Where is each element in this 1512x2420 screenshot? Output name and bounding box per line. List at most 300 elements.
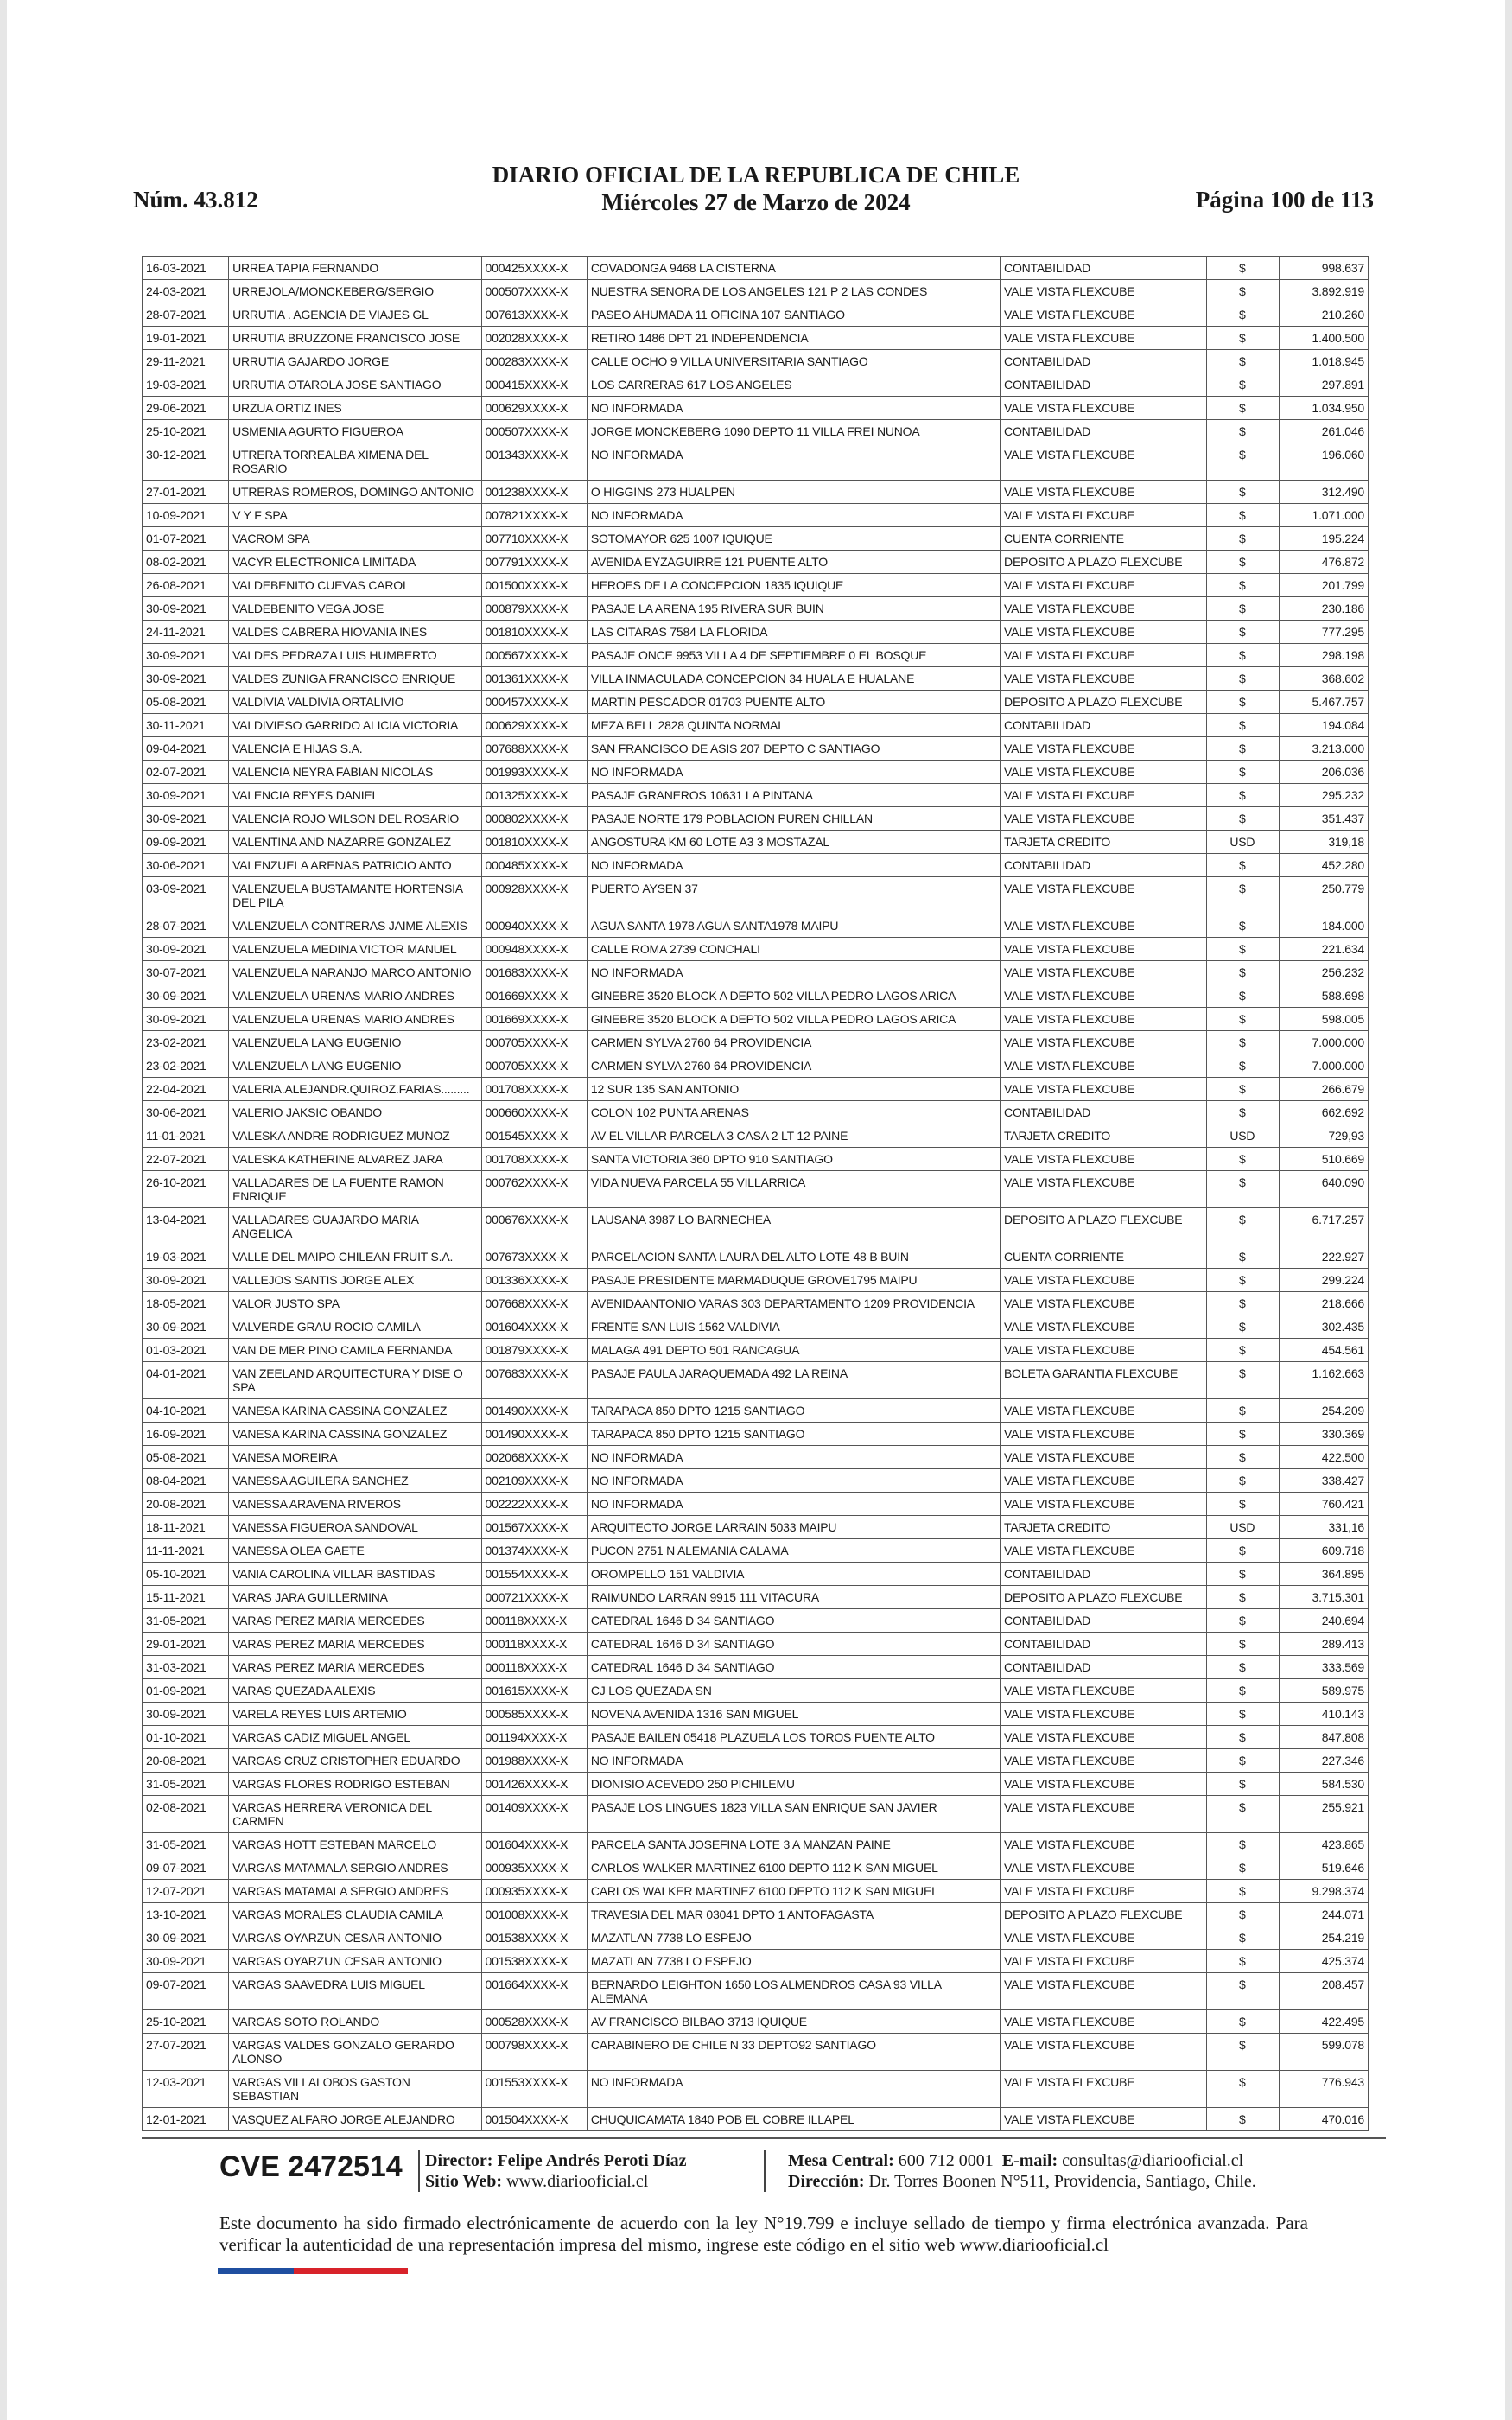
table-row: [143, 1124, 1369, 1148]
name-cell: VALENZUELA URENAS MARIO ANDRES: [229, 1008, 481, 1031]
address-cell: PUERTO AYSEN 37: [587, 877, 1000, 914]
amount-cell: 423.865: [1279, 1833, 1368, 1856]
flag-stripe: [218, 2268, 408, 2274]
web-label: Sitio Web:: [425, 2172, 503, 2191]
table-row: [143, 1539, 1369, 1563]
name-cell: VALLEJOS SANTIS JORGE ALEX: [229, 1269, 481, 1292]
name-cell: VARGAS MATAMALA SERGIO ANDRES: [229, 1856, 481, 1880]
product-cell: VALE VISTA FLEXCUBE: [1001, 1950, 1207, 1973]
name-cell: VALESKA KATHERINE ALVAREZ JARA: [229, 1148, 481, 1171]
id-cell: 000528XXXX-X: [481, 2010, 587, 2034]
amount-cell: 6.717.257: [1279, 1208, 1368, 1245]
date-cell: 18-11-2021: [143, 1516, 229, 1539]
address-cell: PASAJE LA ARENA 195 RIVERA SUR BUIN: [587, 597, 1000, 621]
product-cell: VALE VISTA FLEXCUBE: [1001, 2034, 1207, 2071]
id-cell: 001490XXXX-X: [481, 1399, 587, 1423]
name-cell: VARAS PEREZ MARIA MERCEDES: [229, 1633, 481, 1656]
product-cell: VALE VISTA FLEXCUBE: [1001, 784, 1207, 807]
name-cell: VARGAS SOTO ROLANDO: [229, 2010, 481, 2034]
product-cell: VALE VISTA FLEXCUBE: [1001, 1292, 1207, 1315]
address-label: Dirección:: [788, 2172, 865, 2191]
product-cell: VALE VISTA FLEXCUBE: [1001, 327, 1207, 350]
currency-cell: $: [1207, 1563, 1279, 1586]
currency-cell: $: [1207, 1493, 1279, 1516]
table-row: [143, 280, 1369, 303]
amount-cell: 254.209: [1279, 1399, 1368, 1423]
amount-cell: 729,93: [1279, 1124, 1368, 1148]
address-cell: MEZA BELL 2828 QUINTA NORMAL: [587, 714, 1000, 737]
amount-cell: 454.561: [1279, 1339, 1368, 1362]
id-cell: 001545XXXX-X: [481, 1124, 587, 1148]
address-cell: AVENIDA EYZAGUIRRE 121 PUENTE ALTO: [587, 551, 1000, 574]
product-cell: VALE VISTA FLEXCUBE: [1001, 1539, 1207, 1563]
currency-cell: $: [1207, 443, 1279, 481]
product-cell: CONTABILIDAD: [1001, 1609, 1207, 1633]
address-cell: VIDA NUEVA PARCELA 55 VILLARRICA: [587, 1171, 1000, 1208]
product-cell: CONTABILIDAD: [1001, 1656, 1207, 1679]
product-cell: VALE VISTA FLEXCUBE: [1001, 1880, 1207, 1903]
currency-cell: $: [1207, 1856, 1279, 1880]
id-cell: 000879XXXX-X: [481, 597, 587, 621]
product-cell: VALE VISTA FLEXCUBE: [1001, 597, 1207, 621]
currency-cell: USD: [1207, 831, 1279, 854]
amount-cell: 351.437: [1279, 807, 1368, 831]
id-cell: 000705XXXX-X: [481, 1031, 587, 1054]
table-row: [143, 1973, 1369, 2010]
id-cell: 000118XXXX-X: [481, 1633, 587, 1656]
table-row: [143, 938, 1369, 961]
date-cell: 31-05-2021: [143, 1833, 229, 1856]
id-cell: 001669XXXX-X: [481, 984, 587, 1008]
product-cell: DEPOSITO A PLAZO FLEXCUBE: [1001, 1586, 1207, 1609]
currency-cell: $: [1207, 854, 1279, 877]
amount-cell: 3.213.000: [1279, 737, 1368, 761]
amount-cell: 422.500: [1279, 1446, 1368, 1469]
name-cell: VARGAS SAAVEDRA LUIS MIGUEL: [229, 1973, 481, 2010]
table-row: [143, 807, 1369, 831]
product-cell: DEPOSITO A PLAZO FLEXCUBE: [1001, 1903, 1207, 1926]
currency-cell: $: [1207, 914, 1279, 938]
currency-cell: $: [1207, 597, 1279, 621]
address-cell: NOVENA AVENIDA 1316 SAN MIGUEL: [587, 1703, 1000, 1726]
table-row: [143, 303, 1369, 327]
date-cell: 29-11-2021: [143, 350, 229, 373]
id-cell: 001426XXXX-X: [481, 1773, 587, 1796]
id-cell: 001538XXXX-X: [481, 1950, 587, 1973]
product-cell: VALE VISTA FLEXCUBE: [1001, 397, 1207, 420]
amount-cell: 261.046: [1279, 420, 1368, 443]
table-row: [143, 1880, 1369, 1903]
amount-cell: 330.369: [1279, 1423, 1368, 1446]
address-cell: OROMPELLO 151 VALDIVIA: [587, 1563, 1000, 1586]
date-cell: 30-09-2021: [143, 984, 229, 1008]
product-cell: CONTABILIDAD: [1001, 257, 1207, 280]
product-cell: VALE VISTA FLEXCUBE: [1001, 2071, 1207, 2108]
address-cell: TARAPACA 850 DPTO 1215 SANTIAGO: [587, 1399, 1000, 1423]
table-row: [143, 257, 1369, 280]
amount-cell: 9.298.374: [1279, 1880, 1368, 1903]
product-cell: VALE VISTA FLEXCUBE: [1001, 1008, 1207, 1031]
product-cell: VALE VISTA FLEXCUBE: [1001, 1054, 1207, 1078]
amount-cell: 1.018.945: [1279, 350, 1368, 373]
name-cell: VARGAS MORALES CLAUDIA CAMILA: [229, 1903, 481, 1926]
currency-cell: $: [1207, 1245, 1279, 1269]
name-cell: VANESSA OLEA GAETE: [229, 1539, 481, 1563]
amount-cell: 662.692: [1279, 1101, 1368, 1124]
product-cell: VALE VISTA FLEXCUBE: [1001, 1679, 1207, 1703]
table-row: [143, 1903, 1369, 1926]
name-cell: VANESA KARINA CASSINA GONZALEZ: [229, 1423, 481, 1446]
table-row: [143, 373, 1369, 397]
currency-cell: USD: [1207, 1516, 1279, 1539]
id-cell: 000935XXXX-X: [481, 1856, 587, 1880]
currency-cell: $: [1207, 1446, 1279, 1469]
id-cell: 001615XXXX-X: [481, 1679, 587, 1703]
email-link[interactable]: consultas@diariooficial.cl: [1062, 2151, 1244, 2170]
date-cell: 30-09-2021: [143, 1926, 229, 1950]
currency-cell: $: [1207, 280, 1279, 303]
date-cell: 13-10-2021: [143, 1903, 229, 1926]
document-page: [7, 0, 1505, 2420]
amount-cell: 227.346: [1279, 1749, 1368, 1773]
amount-cell: 1.400.500: [1279, 327, 1368, 350]
date-cell: 09-09-2021: [143, 831, 229, 854]
date-cell: 05-10-2021: [143, 1563, 229, 1586]
address-cell: COVADONGA 9468 LA CISTERNA: [587, 257, 1000, 280]
id-cell: 001879XXXX-X: [481, 1339, 587, 1362]
address-cell: NUESTRA SENORA DE LOS ANGELES 121 P 2 LAS CONDES: [587, 280, 1000, 303]
id-cell: 001604XXXX-X: [481, 1833, 587, 1856]
amount-cell: 221.634: [1279, 938, 1368, 961]
amount-cell: 7.000.000: [1279, 1031, 1368, 1054]
address-cell: CJ LOS QUEZADA SN: [587, 1679, 1000, 1703]
id-cell: 000415XXXX-X: [481, 373, 587, 397]
currency-cell: $: [1207, 1031, 1279, 1054]
table-row: [143, 737, 1369, 761]
table-row: [143, 527, 1369, 551]
table-row: [143, 914, 1369, 938]
id-cell: 007688XXXX-X: [481, 737, 587, 761]
table-row: [143, 1749, 1369, 1773]
date-cell: 22-07-2021: [143, 1148, 229, 1171]
table-row: [143, 1031, 1369, 1054]
amount-cell: 266.679: [1279, 1078, 1368, 1101]
address-cell: NO INFORMADA: [587, 1469, 1000, 1493]
address-cell: CARMEN SYLVA 2760 64 PROVIDENCIA: [587, 1031, 1000, 1054]
date-cell: 30-09-2021: [143, 807, 229, 831]
name-cell: VALERIA.ALEJANDR.QUIROZ.FARIAS.........: [229, 1078, 481, 1101]
table-row: [143, 1292, 1369, 1315]
id-cell: 001490XXXX-X: [481, 1423, 587, 1446]
name-cell: VALENZUELA LANG EUGENIO: [229, 1054, 481, 1078]
product-cell: VALE VISTA FLEXCUBE: [1001, 644, 1207, 667]
product-cell: CONTABILIDAD: [1001, 1563, 1207, 1586]
id-cell: 001008XXXX-X: [481, 1903, 587, 1926]
address-cell: CATEDRAL 1646 D 34 SANTIAGO: [587, 1633, 1000, 1656]
id-cell: 001708XXXX-X: [481, 1078, 587, 1101]
date-cell: 30-07-2021: [143, 961, 229, 984]
address-cell: DIONISIO ACEVEDO 250 PICHILEMU: [587, 1773, 1000, 1796]
address-text: Dr. Torres Boonen N°511, Providencia, Santiago, Chile.: [868, 2172, 1256, 2191]
date-cell: 08-04-2021: [143, 1469, 229, 1493]
amount-cell: 218.666: [1279, 1292, 1368, 1315]
name-cell: VALENZUELA URENAS MARIO ANDRES: [229, 984, 481, 1008]
product-cell: VALE VISTA FLEXCUBE: [1001, 1796, 1207, 1833]
issue-number: Núm. 43.812: [133, 187, 258, 213]
currency-cell: $: [1207, 1423, 1279, 1446]
id-cell: 007821XXXX-X: [481, 504, 587, 527]
name-cell: VARGAS OYARZUN CESAR ANTONIO: [229, 1926, 481, 1950]
id-cell: 000585XXXX-X: [481, 1703, 587, 1726]
currency-cell: $: [1207, 621, 1279, 644]
currency-cell: $: [1207, 373, 1279, 397]
amount-cell: 331,16: [1279, 1516, 1368, 1539]
date-cell: 30-09-2021: [143, 1315, 229, 1339]
table-row: [143, 1586, 1369, 1609]
date-cell: 30-12-2021: [143, 443, 229, 481]
currency-cell: $: [1207, 527, 1279, 551]
address-cell: SOTOMAYOR 625 1007 IQUIQUE: [587, 527, 1000, 551]
table-row: [143, 877, 1369, 914]
currency-cell: $: [1207, 397, 1279, 420]
amount-cell: 510.669: [1279, 1148, 1368, 1171]
date-cell: 26-08-2021: [143, 574, 229, 597]
table-row: [143, 481, 1369, 504]
name-cell: VALENZUELA BUSTAMANTE HORTENSIA DEL PILA: [229, 877, 481, 914]
name-cell: VARGAS CRUZ CRISTOPHER EDUARDO: [229, 1749, 481, 1773]
date-cell: 01-09-2021: [143, 1679, 229, 1703]
amount-cell: 5.467.757: [1279, 691, 1368, 714]
amount-cell: 452.280: [1279, 854, 1368, 877]
amount-cell: 425.374: [1279, 1950, 1368, 1973]
table-row: [143, 443, 1369, 481]
date-cell: 12-03-2021: [143, 2071, 229, 2108]
id-cell: 001238XXXX-X: [481, 481, 587, 504]
address-cell: O HIGGINS 273 HUALPEN: [587, 481, 1000, 504]
name-cell: USMENIA AGURTO FIGUEROA: [229, 420, 481, 443]
product-cell: VALE VISTA FLEXCUBE: [1001, 2010, 1207, 2034]
date-cell: 30-09-2021: [143, 1703, 229, 1726]
name-cell: URRUTIA . AGENCIA DE VIAJES GL: [229, 303, 481, 327]
product-cell: CONTABILIDAD: [1001, 420, 1207, 443]
records-table-body: [143, 257, 1369, 2131]
name-cell: VALDES PEDRAZA LUIS HUMBERTO: [229, 644, 481, 667]
id-cell: 000705XXXX-X: [481, 1054, 587, 1078]
table-row: [143, 1950, 1369, 1973]
product-cell: VALE VISTA FLEXCUBE: [1001, 1493, 1207, 1516]
table-row: [143, 1679, 1369, 1703]
publication-title: DIARIO OFICIAL DE LA REPUBLICA DE CHILE: [492, 162, 1020, 188]
id-cell: 002028XXXX-X: [481, 327, 587, 350]
currency-cell: $: [1207, 420, 1279, 443]
currency-cell: $: [1207, 1008, 1279, 1031]
date-cell: 04-10-2021: [143, 1399, 229, 1423]
product-cell: CONTABILIDAD: [1001, 854, 1207, 877]
currency-cell: $: [1207, 714, 1279, 737]
table-row: [143, 1833, 1369, 1856]
product-cell: DEPOSITO A PLAZO FLEXCUBE: [1001, 1208, 1207, 1245]
product-cell: VALE VISTA FLEXCUBE: [1001, 1171, 1207, 1208]
currency-cell: $: [1207, 327, 1279, 350]
name-cell: VALDES CABRERA HIOVANIA INES: [229, 621, 481, 644]
product-cell: VALE VISTA FLEXCUBE: [1001, 574, 1207, 597]
address-cell: PUCON 2751 N ALEMANIA CALAMA: [587, 1539, 1000, 1563]
amount-cell: 1.034.950: [1279, 397, 1368, 420]
table-row: [143, 350, 1369, 373]
id-cell: 000940XXXX-X: [481, 914, 587, 938]
currency-cell: $: [1207, 1469, 1279, 1493]
address-cell: NO INFORMADA: [587, 397, 1000, 420]
name-cell: VANIA CAROLINA VILLAR BASTIDAS: [229, 1563, 481, 1586]
amount-cell: 240.694: [1279, 1609, 1368, 1633]
amount-cell: 312.490: [1279, 481, 1368, 504]
id-cell: 000935XXXX-X: [481, 1880, 587, 1903]
currency-cell: $: [1207, 350, 1279, 373]
id-cell: 000485XXXX-X: [481, 854, 587, 877]
currency-cell: $: [1207, 303, 1279, 327]
date-cell: 23-02-2021: [143, 1054, 229, 1078]
date-cell: 05-08-2021: [143, 1446, 229, 1469]
id-cell: 001664XXXX-X: [481, 1973, 587, 2010]
name-cell: VALLADARES GUAJARDO MARIA ANGELICA: [229, 1208, 481, 1245]
currency-cell: $: [1207, 877, 1279, 914]
date-cell: 01-10-2021: [143, 1726, 229, 1749]
name-cell: URRUTIA GAJARDO JORGE: [229, 350, 481, 373]
name-cell: VALENZUELA NARANJO MARCO ANTONIO: [229, 961, 481, 984]
product-cell: VALE VISTA FLEXCUBE: [1001, 1703, 1207, 1726]
product-cell: CONTABILIDAD: [1001, 350, 1207, 373]
date-cell: 30-09-2021: [143, 938, 229, 961]
web-link[interactable]: www.diariooficial.cl: [506, 2172, 649, 2191]
currency-cell: $: [1207, 737, 1279, 761]
date-cell: 11-01-2021: [143, 1124, 229, 1148]
address-cell: NO INFORMADA: [587, 1446, 1000, 1469]
table-row: [143, 420, 1369, 443]
table-row: [143, 1339, 1369, 1362]
id-cell: 000629XXXX-X: [481, 397, 587, 420]
id-cell: 002222XXXX-X: [481, 1493, 587, 1516]
date-cell: 23-02-2021: [143, 1031, 229, 1054]
table-row: [143, 1315, 1369, 1339]
product-cell: VALE VISTA FLEXCUBE: [1001, 303, 1207, 327]
product-cell: TARJETA CREDITO: [1001, 1516, 1207, 1539]
name-cell: VALVERDE GRAU ROCIO CAMILA: [229, 1315, 481, 1339]
amount-cell: 640.090: [1279, 1171, 1368, 1208]
id-cell: 000721XXXX-X: [481, 1586, 587, 1609]
amount-cell: 298.198: [1279, 644, 1368, 667]
address-cell: VILLA INMACULADA CONCEPCION 34 HUALA E HUALANE: [587, 667, 1000, 691]
name-cell: VALENCIA E HIJAS S.A.: [229, 737, 481, 761]
address-cell: PASAJE LOS LINGUES 1823 VILLA SAN ENRIQUE SAN JAVIER: [587, 1796, 1000, 1833]
table-row: [143, 1726, 1369, 1749]
address-cell: FRENTE SAN LUIS 1562 VALDIVIA: [587, 1315, 1000, 1339]
product-cell: VALE VISTA FLEXCUBE: [1001, 984, 1207, 1008]
currency-cell: $: [1207, 1339, 1279, 1362]
currency-cell: $: [1207, 1703, 1279, 1726]
legal-notice: Este documento ha sido firmado electrónicamente de acuerdo con la ley N°19.799 e incluye sellado de tiempo y firma electrónica avanzada. Para verificar la autenticidad de una representación impresa del mismo, ingrese este código en el sitio web www.diariooficial.cl: [219, 2213, 1308, 2255]
amount-cell: 998.637: [1279, 257, 1368, 280]
amount-cell: 302.435: [1279, 1315, 1368, 1339]
address-cell: PASAJE PAULA JARAQUEMADA 492 LA REINA: [587, 1362, 1000, 1399]
product-cell: VALE VISTA FLEXCUBE: [1001, 1399, 1207, 1423]
amount-cell: 847.808: [1279, 1726, 1368, 1749]
id-cell: 001567XXXX-X: [481, 1516, 587, 1539]
footer-separator: [764, 2150, 766, 2192]
address-cell: CALLE ROMA 2739 CONCHALI: [587, 938, 1000, 961]
name-cell: UTRERA TORREALBA XIMENA DEL ROSARIO: [229, 443, 481, 481]
address-cell: ANGOSTURA KM 60 LOTE A3 3 MOSTAZAL: [587, 831, 1000, 854]
amount-cell: 589.975: [1279, 1679, 1368, 1703]
id-cell: 001553XXXX-X: [481, 2071, 587, 2108]
id-cell: 001708XXXX-X: [481, 1148, 587, 1171]
currency-cell: $: [1207, 551, 1279, 574]
table-row: [143, 1796, 1369, 1833]
product-cell: VALE VISTA FLEXCUBE: [1001, 1773, 1207, 1796]
id-cell: 000948XXXX-X: [481, 938, 587, 961]
name-cell: URRUTIA BRUZZONE FRANCISCO JOSE: [229, 327, 481, 350]
product-cell: VALE VISTA FLEXCUBE: [1001, 938, 1207, 961]
product-cell: VALE VISTA FLEXCUBE: [1001, 621, 1207, 644]
name-cell: VARGAS OYARZUN CESAR ANTONIO: [229, 1950, 481, 1973]
currency-cell: $: [1207, 1903, 1279, 1926]
product-cell: VALE VISTA FLEXCUBE: [1001, 1749, 1207, 1773]
currency-cell: $: [1207, 2108, 1279, 2131]
id-cell: 000425XXXX-X: [481, 257, 587, 280]
amount-cell: 338.427: [1279, 1469, 1368, 1493]
address-cell: MAZATLAN 7738 LO ESPEJO: [587, 1950, 1000, 1973]
address-cell: TARAPACA 850 DPTO 1215 SANTIAGO: [587, 1423, 1000, 1446]
table-row: [143, 1856, 1369, 1880]
currency-cell: USD: [1207, 1124, 1279, 1148]
amount-cell: 289.413: [1279, 1633, 1368, 1656]
address-cell: ARQUITECTO JORGE LARRAIN 5033 MAIPU: [587, 1516, 1000, 1539]
address-cell: PASAJE ONCE 9953 VILLA 4 DE SEPTIEMBRE 0 EL BOSQUE: [587, 644, 1000, 667]
product-cell: DEPOSITO A PLAZO FLEXCUBE: [1001, 691, 1207, 714]
product-cell: VALE VISTA FLEXCUBE: [1001, 1856, 1207, 1880]
amount-cell: 250.779: [1279, 877, 1368, 914]
name-cell: VARGAS CADIZ MIGUEL ANGEL: [229, 1726, 481, 1749]
currency-cell: $: [1207, 1054, 1279, 1078]
address-cell: PASEO AHUMADA 11 OFICINA 107 SANTIAGO: [587, 303, 1000, 327]
name-cell: VALENZUELA CONTRERAS JAIME ALEXIS: [229, 914, 481, 938]
id-cell: 001343XXXX-X: [481, 443, 587, 481]
name-cell: URZUA ORTIZ INES: [229, 397, 481, 420]
date-cell: 26-10-2021: [143, 1171, 229, 1208]
table-row: [143, 1469, 1369, 1493]
amount-cell: 195.224: [1279, 527, 1368, 551]
name-cell: VARELA REYES LUIS ARTEMIO: [229, 1703, 481, 1726]
product-cell: VALE VISTA FLEXCUBE: [1001, 1031, 1207, 1054]
table-row: [143, 1633, 1369, 1656]
date-cell: 16-09-2021: [143, 1423, 229, 1446]
product-cell: VALE VISTA FLEXCUBE: [1001, 961, 1207, 984]
amount-cell: 208.457: [1279, 1973, 1368, 2010]
table-row: [143, 961, 1369, 984]
footer-divider: [142, 2137, 1386, 2139]
name-cell: VAN DE MER PINO CAMILA FERNANDA: [229, 1339, 481, 1362]
name-cell: VARGAS MATAMALA SERGIO ANDRES: [229, 1880, 481, 1903]
currency-cell: $: [1207, 1101, 1279, 1124]
amount-cell: 194.084: [1279, 714, 1368, 737]
date-cell: 10-09-2021: [143, 504, 229, 527]
date-cell: 31-03-2021: [143, 1656, 229, 1679]
currency-cell: $: [1207, 1679, 1279, 1703]
name-cell: VALESKA ANDRE RODRIGUEZ MUNOZ: [229, 1124, 481, 1148]
product-cell: VALE VISTA FLEXCUBE: [1001, 1423, 1207, 1446]
date-cell: 30-09-2021: [143, 1269, 229, 1292]
table-row: [143, 1008, 1369, 1031]
table-row: [143, 551, 1369, 574]
